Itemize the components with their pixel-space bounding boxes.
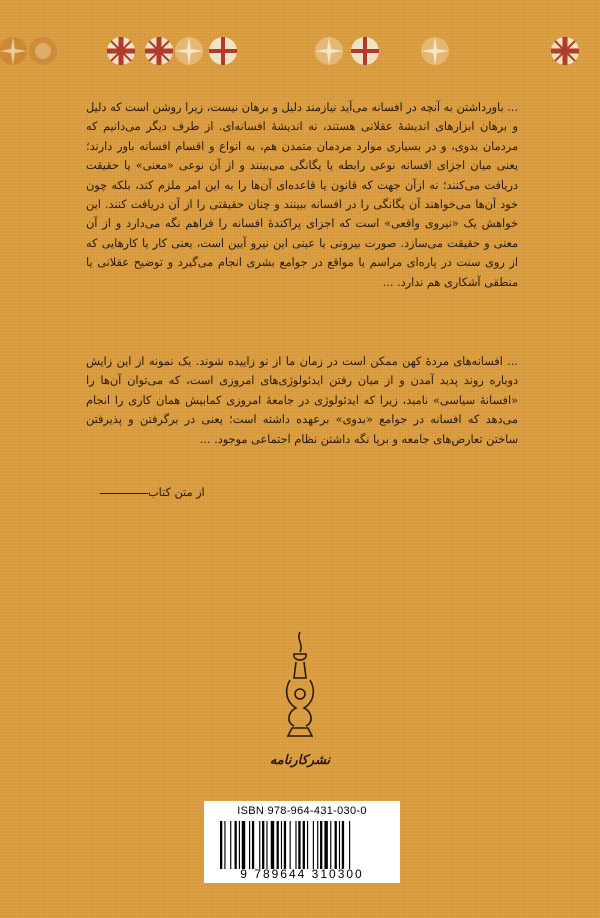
barcode-bar [271, 821, 274, 869]
barcode-bar [252, 821, 254, 869]
barcode-bar [262, 821, 264, 869]
barcode-digits: 9 789644 310300 [240, 867, 364, 881]
barcode-bar [298, 821, 300, 869]
barcode-graphic [218, 821, 388, 869]
compass-star-ornament-icon [418, 34, 452, 68]
barcode-bar [249, 821, 250, 869]
barcode-bar [235, 821, 237, 869]
barcode-bar [295, 821, 296, 869]
barcode-bar [317, 821, 318, 869]
excerpt-paragraph-2: ... افسانه‌های مردهٔ کهن ممکن است در زمان ما از نو زاییده شوند. یک نمونه از این زایش دوباره روند پدید آمدن و از میان رفتن ایدئولوژی‌های امروزی است، که می‌توان آن‌ها را «افسانهٔ سیاسی» نامید، زیرا که ایدئولوژی در جامعهٔ امروزی کمابیش همان کاری را انجام می‌دهد که افسانه در جوامع «بدوی» برعهده داشته است؛ یعنی در برگرفتن و پذیرفتن ساختن تعارض‌های جامعه و برپا نگه داشتن نظام اجتماعی موجود. ... [86, 355, 518, 446]
source-attribution [96, 486, 205, 499]
isbn-label: ISBN 978-964-431-030-0 [237, 805, 367, 817]
barcode-bar [284, 821, 286, 869]
barcode-bar [330, 821, 331, 869]
barcode-bar [281, 821, 282, 869]
barcode-bar [224, 821, 225, 869]
compass-star-ornament-icon [172, 34, 206, 68]
isbn-barcode-box [204, 801, 400, 883]
cross-ornament-icon [104, 34, 138, 68]
barcode-bar [220, 821, 222, 869]
barcode-bar [324, 821, 327, 869]
barcode-bar [266, 821, 267, 869]
cross-ornament-icon [142, 34, 176, 68]
barcode-bar [335, 821, 337, 869]
barcode-bar [259, 821, 260, 869]
barcode-bar [342, 821, 344, 869]
source-label: از متن کتاب [148, 486, 205, 499]
barcode-bar [242, 821, 245, 869]
barcode-bar [349, 821, 350, 869]
barcode-bar [239, 821, 240, 869]
compass-star-ornament-icon [312, 34, 346, 68]
cross-ornament-icon [348, 34, 382, 68]
compass-star-ornament-icon [26, 34, 60, 68]
barcode-bar [307, 821, 308, 869]
barcode-bar [230, 821, 231, 869]
barcode-bar [290, 821, 291, 869]
barcode-bar [303, 821, 305, 869]
barcode-bar [320, 821, 322, 869]
attribution-dash [100, 493, 148, 494]
publisher-name: نشرکارنامه [269, 753, 331, 768]
barcode-bar [313, 821, 314, 869]
excerpt-paragraph-1: ... باورداشتن به آنچه در افسانه می‌آید نیازمند دلیل و برهان نیست، زیرا روشن است که دلیل و برهان ابزارهای اندیشهٔ عقلانی هستند، نه اندیشهٔ افسانه‌ای. از طرف دیگر می‌دانیم که مردمان بدوی، و در بسیاری موارد مردمان متمدن هم، به انواع و اقسام افسانه باور دارند؛ یعنی میان اجزای افسانه نوعی رابطه یا یگانگی می‌بینند و از آن نوعی «معنی» یا حقیقت دریافت می‌کنند؛ نه ازآن جهت که قانون یا قاعده‌ای آن‌ها را به این امر ملزم کند، بلکه چون خود آن‌ها می‌خواهند آن یگانگی را در افسانه ببینند و چنان حقیقتی را از آن دریافت کنند. این خواهش یک «نیروی واقعی» است که اجزای پراکندهٔ افسانه را فراهم نگه می‌دارد و از آن معنی و حقیقت می‌سازد. صورت بیرونی یا عینی این نیرو آیین است، یعنی کار یا کارهایی که از روی سنت در پاره‌ای مراسم یا مواقع در جوامع بشری انجام می‌گیرد و توضیح عقلانی یا منطقی آشکاری هم ندارد. ... [86, 101, 518, 289]
publisher-lamp-logo-icon [270, 628, 330, 748]
barcode-bar [277, 821, 279, 869]
decorative-ornament-row [0, 34, 600, 74]
barcode-bar [339, 821, 340, 869]
cross-ornament-icon [548, 34, 582, 68]
cross-ornament-icon [206, 34, 240, 68]
